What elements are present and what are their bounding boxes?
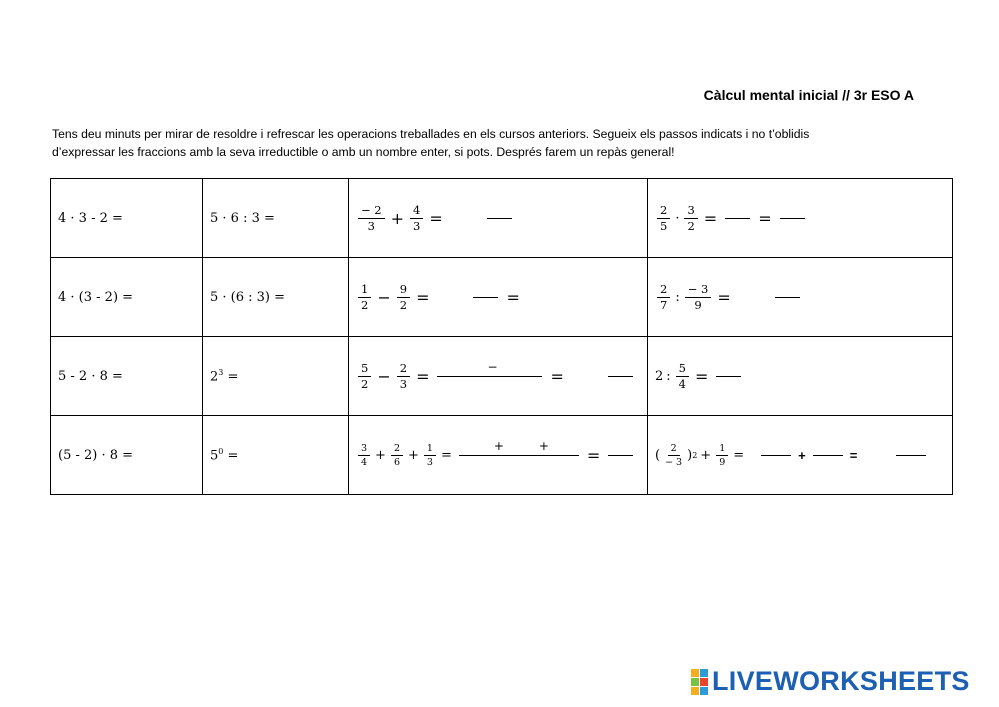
fraction: $\frac{1}{3}$	[424, 443, 436, 468]
answer-blank[interactable]	[716, 376, 741, 377]
fraction: $\frac{3}{4}$	[358, 443, 370, 468]
exercise-cell: (5 - 2) · 8 =	[51, 416, 203, 495]
fraction: $\frac{3}{2}$	[684, 204, 697, 233]
answer-blank[interactable]	[761, 455, 791, 456]
answer-blank[interactable]	[775, 297, 800, 298]
answer-blank[interactable]	[896, 455, 926, 456]
fraction: $\frac{- 2}{3}$	[358, 204, 385, 233]
exercise-cell: 5 - 2 · 8 =	[51, 337, 203, 416]
exercise-cell: $5^0$ =	[203, 416, 349, 495]
table-row	[51, 337, 953, 416]
exercise-cell: 4 · (3 - 2) =	[51, 258, 203, 337]
logo-text: LIVEWORKSHEETS	[712, 666, 970, 696]
answer-fraction-line[interactable]: −	[437, 376, 542, 377]
liveworksheets-logo	[691, 666, 970, 697]
answer-blank[interactable]	[608, 455, 633, 456]
answer-fraction-line[interactable]: + +	[459, 455, 579, 456]
table-row	[51, 179, 953, 258]
logo-blocks-icon	[691, 669, 708, 695]
table-row	[51, 258, 953, 337]
exercise-cell: $\frac{3}{4}$ + $\frac{2}{6}$ + $\frac{1}{3}$ = + + =	[349, 416, 648, 495]
answer-blank[interactable]	[780, 218, 805, 219]
fraction: $\frac{4}{3}$	[410, 204, 423, 233]
fraction: $\frac{2}{3}$	[397, 362, 410, 391]
instructions	[52, 125, 922, 161]
fraction: $\frac{1}{2}$	[358, 283, 371, 312]
answer-blank[interactable]	[813, 455, 843, 456]
exercise-cell: $2^3$ =	[203, 337, 349, 416]
exercise-cell: $\frac{2}{5}$ · $\frac{3}{2}$ = =	[648, 179, 953, 258]
instructions-line-2: d’expressar les fraccions amb la seva irreductible o amb un nombre enter, si pots. Després farem un repàs general!	[52, 145, 675, 159]
exercise-cell: ( $\frac{2}{- 3}$ ) 2 + $\frac{1}{9}$ = + =	[648, 416, 953, 495]
exercise-cell: $\frac{2}{7}$ : $\frac{- 3}{9}$ =	[648, 258, 953, 337]
fraction: $\frac{5}{2}$	[358, 362, 371, 391]
instructions-line-1: Tens deu minuts per mirar de resoldre i refrescar les operacions treballades en els cursos anteriors. Segueix els passos indicats i no t’oblidis	[52, 127, 810, 141]
exercise-cell: $\frac{5}{2}$ − $\frac{2}{3}$ = − =	[349, 337, 648, 416]
exercise-cell: 5 · (6 : 3) =	[203, 258, 349, 337]
fraction: $\frac{5}{4}$	[676, 362, 689, 391]
table-row	[51, 416, 953, 495]
fraction: $\frac{2}{- 3}$	[665, 442, 683, 468]
exercise-cell: 2 : $\frac{5}{4}$ =	[648, 337, 953, 416]
fraction: $\frac{9}{2}$	[397, 283, 410, 312]
exercise-cell: 4 · 3 - 2 =	[51, 179, 203, 258]
fraction: $\frac{2}{6}$	[391, 443, 403, 468]
fraction: $\frac{2}{7}$	[657, 283, 670, 312]
answer-blank[interactable]	[725, 218, 750, 219]
exercise-table	[50, 178, 953, 495]
fraction: $\frac{1}{9}$	[716, 443, 728, 468]
fraction: $\frac{2}{5}$	[657, 204, 670, 233]
answer-blank[interactable]	[608, 376, 633, 377]
fraction: $\frac{- 3}{9}$	[685, 283, 712, 312]
answer-blank[interactable]	[487, 218, 512, 219]
answer-blank[interactable]	[473, 297, 498, 298]
exercise-cell: $\frac{- 2}{3}$ + $\frac{4}{3}$ =	[349, 179, 648, 258]
worksheet-title: Càlcul mental inicial // 3r ESO A	[703, 87, 914, 103]
exercise-cell: 5 · 6 : 3 =	[203, 179, 349, 258]
exercise-cell: $\frac{1}{2}$ − $\frac{9}{2}$ = =	[349, 258, 648, 337]
